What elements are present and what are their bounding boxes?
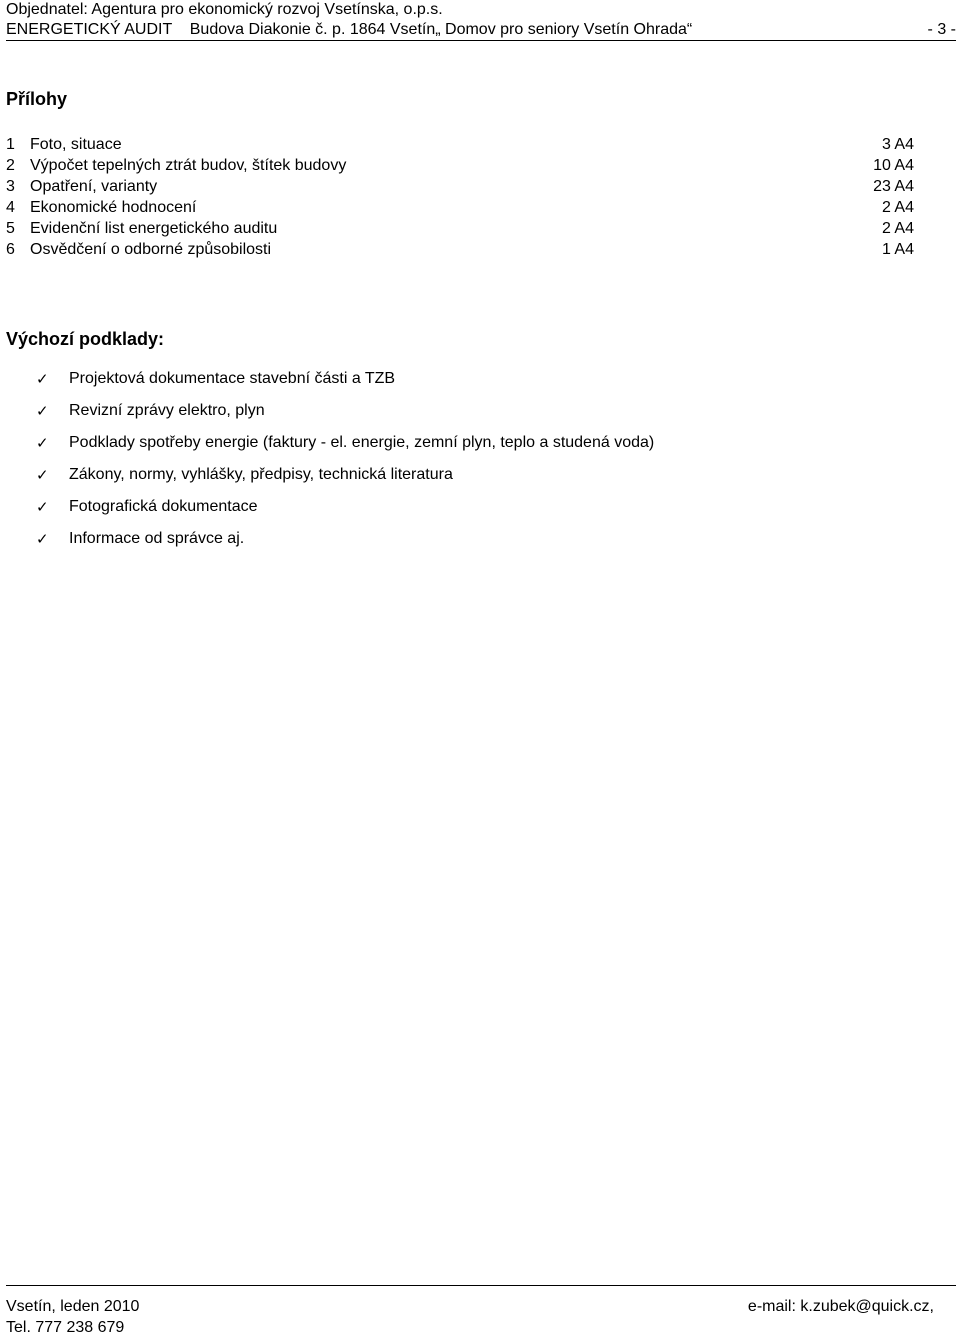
item-pages: 1 A4 [881, 241, 914, 258]
item-name: Osvědčení o odborné způsobilosti [30, 241, 272, 258]
checkmark-icon: ✓ [36, 530, 49, 548]
checkmark-icon: ✓ [36, 434, 49, 452]
header-client: Objednatel: Agentura pro ekonomický rozvoj Vsetínska, o.p.s. [6, 1, 443, 18]
item-pages: 2 A4 [881, 220, 914, 237]
source-text: Informace od správce aj. [69, 530, 245, 547]
item-pages: 2 A4 [881, 199, 914, 216]
attachments-title: Přílohy [6, 89, 68, 109]
item-number: 6 [6, 241, 15, 258]
footer-phone: Tel. 777 238 679 [6, 1319, 125, 1336]
list-item [6, 134, 914, 155]
item-pages: 10 A4 [873, 157, 914, 174]
header-subject: ENERGETICKÝ AUDIT Budova Diakonie č. p. 1864 Vsetín„ Domov pro seniory Vsetín Ohrada“ [6, 21, 693, 38]
footer-email: e-mail: k.zubek@quick.cz, [747, 1298, 934, 1315]
footer-divider [6, 1285, 956, 1286]
header-divider [6, 40, 956, 41]
item-name: Opatření, varianty [30, 178, 158, 195]
sources-title: Výchozí podklady: [6, 329, 165, 349]
item-pages: 3 A4 [881, 136, 914, 153]
item-number: 3 [6, 178, 15, 195]
checkmark-icon: ✓ [36, 402, 49, 420]
item-name: Evidenční list energetického auditu [30, 220, 278, 237]
item-name: Foto, situace [30, 136, 122, 153]
checkmark-icon: ✓ [36, 466, 49, 484]
item-pages: 23 A4 [873, 178, 914, 195]
footer-place-date: Vsetín, leden 2010 [6, 1298, 140, 1315]
checkmark-icon: ✓ [36, 498, 49, 516]
item-number: 1 [6, 136, 15, 153]
item-number: 4 [6, 199, 15, 216]
checkmark-icon: ✓ [36, 370, 49, 388]
source-text: Fotografická dokumentace [69, 498, 258, 515]
source-text: Projektová dokumentace stavební části a TZB [69, 370, 396, 387]
source-text: Podklady spotřeby energie (faktury - el. energie, zemní plyn, teplo a studená voda) [69, 434, 655, 451]
list-item [6, 176, 914, 197]
item-name: Ekonomické hodnocení [30, 199, 197, 216]
source-text: Revizní zprávy elektro, plyn [69, 402, 265, 419]
item-name: Výpočet tepelných ztrát budov, štítek budovy [30, 157, 347, 174]
list-item [6, 155, 914, 176]
header-subject-row [6, 20, 956, 40]
list-item [6, 197, 914, 218]
item-number: 2 [6, 157, 15, 174]
attachments-list [6, 134, 914, 260]
list-item [6, 218, 914, 239]
list-item [6, 239, 914, 260]
source-text: Zákony, normy, vyhlášky, předpisy, technická literatura [69, 466, 453, 483]
item-number: 5 [6, 220, 15, 237]
page-number: - 3 - [927, 21, 956, 38]
